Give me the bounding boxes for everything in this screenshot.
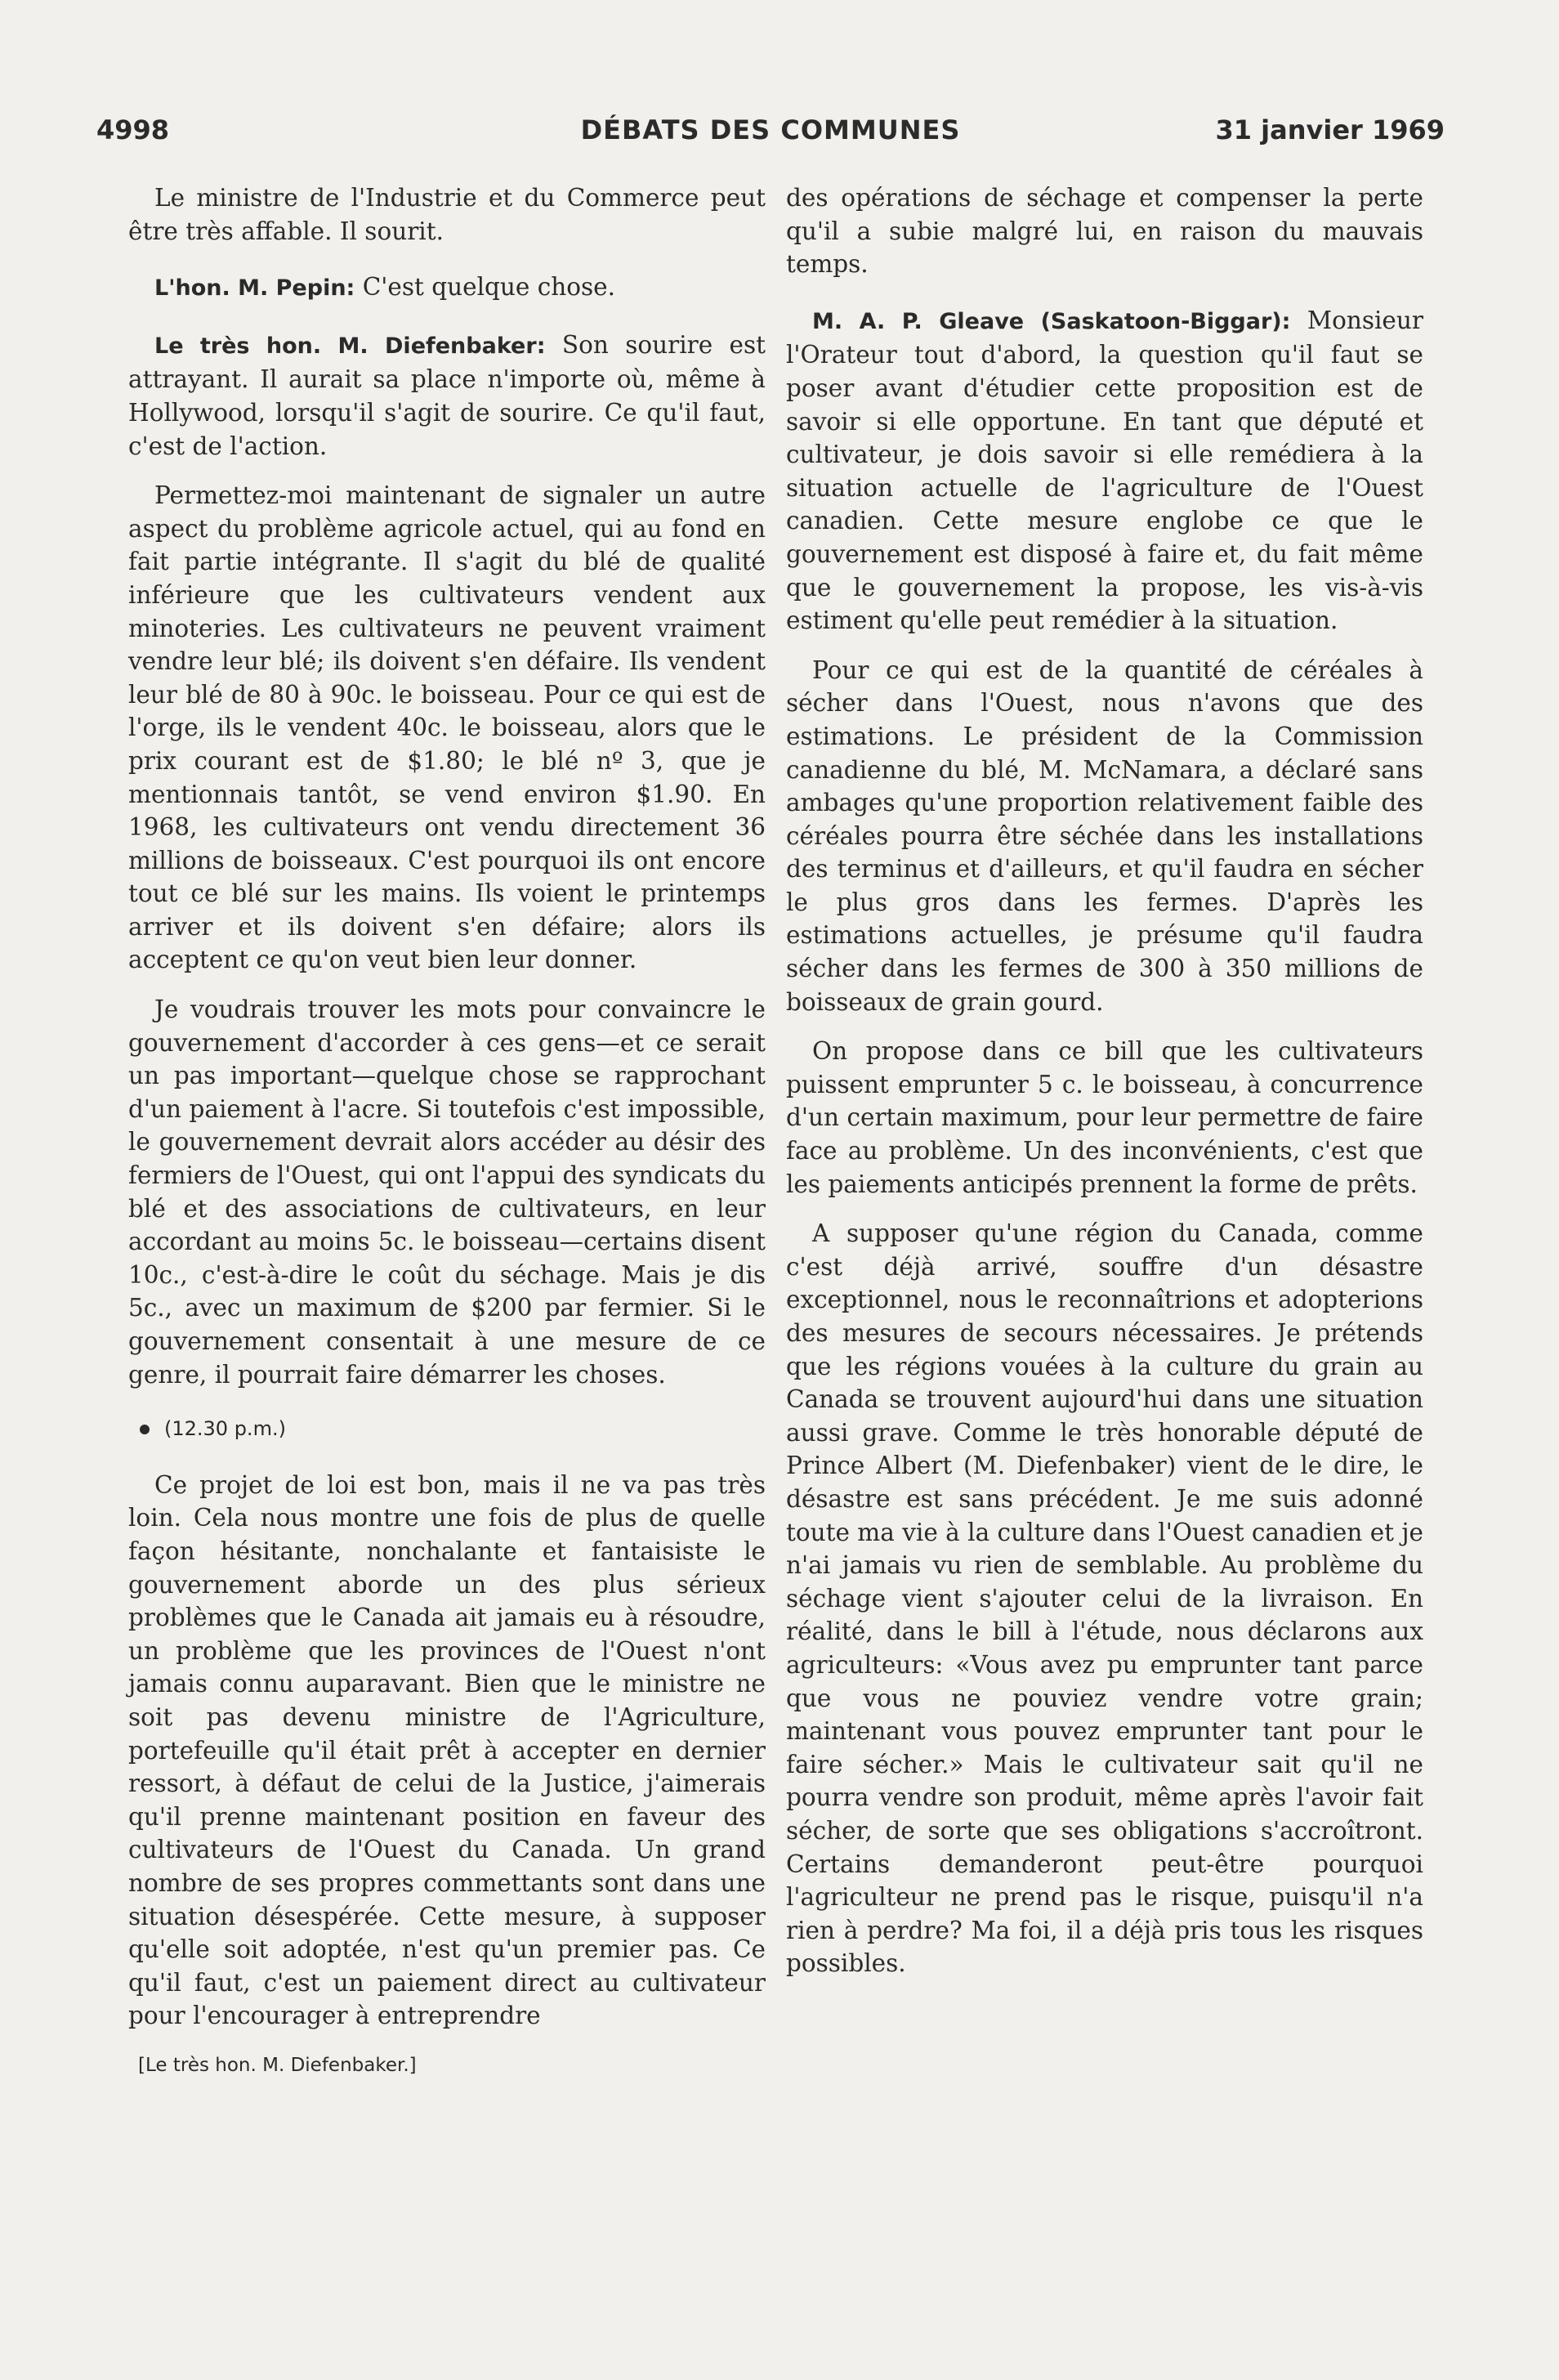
right-column bbox=[786, 181, 1423, 1980]
speaker-name: L'hon. M. Pepin: bbox=[154, 275, 355, 302]
speaker-footnote: [Le très hon. M. Diefenbaker.] bbox=[138, 2054, 417, 2076]
bullet-icon bbox=[140, 1425, 150, 1434]
speaker-name: Le très hon. M. Diefenbaker: bbox=[154, 333, 546, 359]
paragraph: Pour ce qui est de la quantité de céréales à sécher dans l'Ouest, nous n'avons que des estimations. Le président de la Commission canadienne du blé, M. McNamara, a déclaré sans ambages qu'une proportion relativement faible des céréales pourra être séchée dans les installations des terminus et d'ailleurs, et qu'il faudra en sécher le plus gros dans les fermes. D'après les estimations actuelles, je présume qu'il faudra sécher dans les fermes de 300 à 350 millions de boisseaux de grain gourd. bbox=[786, 655, 1423, 1016]
paragraph: Le ministre de l'Industrie et du Commerce peut être très affable. Il sourit. bbox=[128, 184, 766, 245]
speech-text: Son sourire est attrayant. Il aurait sa place n'importe où, même à Hollywood, lorsqu'il s'agit de sourire. Ce qu'il faut, c'est de l'action. bbox=[128, 330, 766, 460]
paragraph bbox=[128, 271, 766, 306]
paragraph: Je voudrais trouver les mots pour convaincre le gouvernement d'accorder à ces gens—et ce serait un pas important—quelque chose se rapprochant d'un paiement à l'acre. Si toutefois c'est impossible, le gouvernement devrait alors accéder au désir des fermiers de l'Ouest, qui ont l'appui des syndicats du blé et des associations de cultivateurs, en leur accordant au moins 5c. le boisseau—certains disent 10c., c'est-à-dire le coût du séchage. Mais je dis 5c., avec un maximum de $200 par fermier. Si le gouvernement consentait à une mesure de ce genre, il pourrait faire démarrer les choses. bbox=[128, 995, 766, 1389]
speaker-name: M. A. P. Gleave (Saskatoon-Biggar): bbox=[812, 308, 1291, 334]
paragraph bbox=[128, 329, 766, 463]
speech-text: C'est quelque chose. bbox=[355, 273, 615, 302]
paragraph: Ce projet de loi est bon, mais il ne va pas très loin. Cela nous montre une fois de plus de quelle façon hésitante, nonchalante et fantaisiste le gouvernement aborde un des plus sérieux problèmes que le Canada ait jamais eu à résoudre, un problème que les provinces de l'Ouest n'ont jamais connu auparavant. Bien que le ministre ne soit pas devenu ministre de l'Agriculture, portefeuille qu'il était prêt à accepter en dernier ressort, à défaut de celui de la Justice, j'aimerais qu'il prenne maintenant position en faveur des cultivateurs de l'Ouest du Canada. Un grand nombre de ses propres commettants sont dans une situation désespérée. Cette mesure, à supposer qu'elle soit adoptée, n'est qu'un premier pas. Ce qu'il faut, c'est un paiement direct au cultivateur pour l'encourager à entreprendre bbox=[128, 1470, 766, 2030]
page-number: 4998 bbox=[96, 114, 170, 145]
paragraph: A supposer qu'une région du Canada, comme c'est déjà arrivé, souffre d'un désastre exceptionnel, nous le reconnaîtrions et adopterions des mesures de secours nécessaires. Je prétends que les régions vouées à la culture du grain au Canada se trouvent aujourd'hui dans une situation aussi grave. Comme le très honorable député de Prince Albert (M. Diefenbaker) vient de le dire, le désastre est sans précédent. Je me suis adonné toute ma vie à la culture dans l'Ouest canadien et je n'ai jamais vu rien de semblable. Au problème du séchage vient s'ajouter celui de la livraison. En réalité, dans le bill à l'étude, nous déclarons aux agriculteurs: «Vous avez pu emprunter tant parce que vous ne pouviez vendre votre grain; maintenant vous pouvez emprunter tant pour le faire sécher.» Mais le cultivateur sait qu'il ne pourra vendre son produit, même après l'avoir fait sécher, de sorte que ses obligations s'accroîtront. Certains demanderont peut-être pourquoi l'agriculteur ne prend pas le risque, puisqu'il n'a rien à perdre? Ma foi, il a déjà pris tous les risques possibles. bbox=[786, 1219, 1423, 1978]
paragraph: des opérations de séchage et compenser la perte qu'il a subie malgré lui, en raison du mauvais temps. bbox=[786, 184, 1423, 279]
left-column bbox=[128, 181, 766, 2082]
timestamp bbox=[128, 1412, 766, 1446]
speech-text: Monsieur l'Orateur tout d'abord, la question qu'il faut se poser avant d'étudier cette proposition est de savoir si elle opportune. En tant que député et cultivateur, je dois savoir si elle remédiera à la situation actuelle de l'agriculture de l'Ouest canadien. Cette mesure englobe ce que le gouvernement est disposé à faire et, du fait même que le gouvernement la propose, les vis-à-vis estiment qu'elle peut remédier à la situation. bbox=[786, 306, 1423, 635]
paragraph: On propose dans ce bill que les cultivateurs puissent emprunter 5 c. le boisseau, à concurrence d'un certain maximum, pour leur permettre de faire face au problème. Un des inconvénients, c'est que les paiements anticipés prennent la forme de prêts. bbox=[786, 1037, 1423, 1198]
page-header bbox=[96, 114, 1445, 155]
publication-title: DÉBATS DES COMMUNES bbox=[580, 114, 961, 145]
timestamp-text: (12.30 p.m.) bbox=[164, 1417, 286, 1441]
paragraph: Permettez-moi maintenant de signaler un autre aspect du problème agricole actuel, qui au fond en fait partie intégrante. Il s'agit du blé de qualité inférieure que les cultivateurs vendent aux minoteries. Les cultivateurs ne peuvent vraiment vendre leur blé; ils doivent s'en défaire. Ils vendent leur blé de 80 à 90c. le boisseau. Pour ce qui est de l'orge, ils le vendent 40c. le boisseau, alors que le prix courant est de $1.80; le blé nº 3, que je mentionnais tantôt, se vend environ $1.90. En 1968, les cultivateurs ont vendu directement 36 millions de boisseaux. C'est pourquoi ils ont encore tout ce blé sur les mains. Ils voient le printemps arriver et ils doivent s'en défaire; alors ils acceptent ce qu'on veut bien leur donner. bbox=[128, 481, 766, 974]
session-date: 31 janvier 1969 bbox=[1215, 114, 1445, 145]
paragraph bbox=[786, 304, 1423, 638]
